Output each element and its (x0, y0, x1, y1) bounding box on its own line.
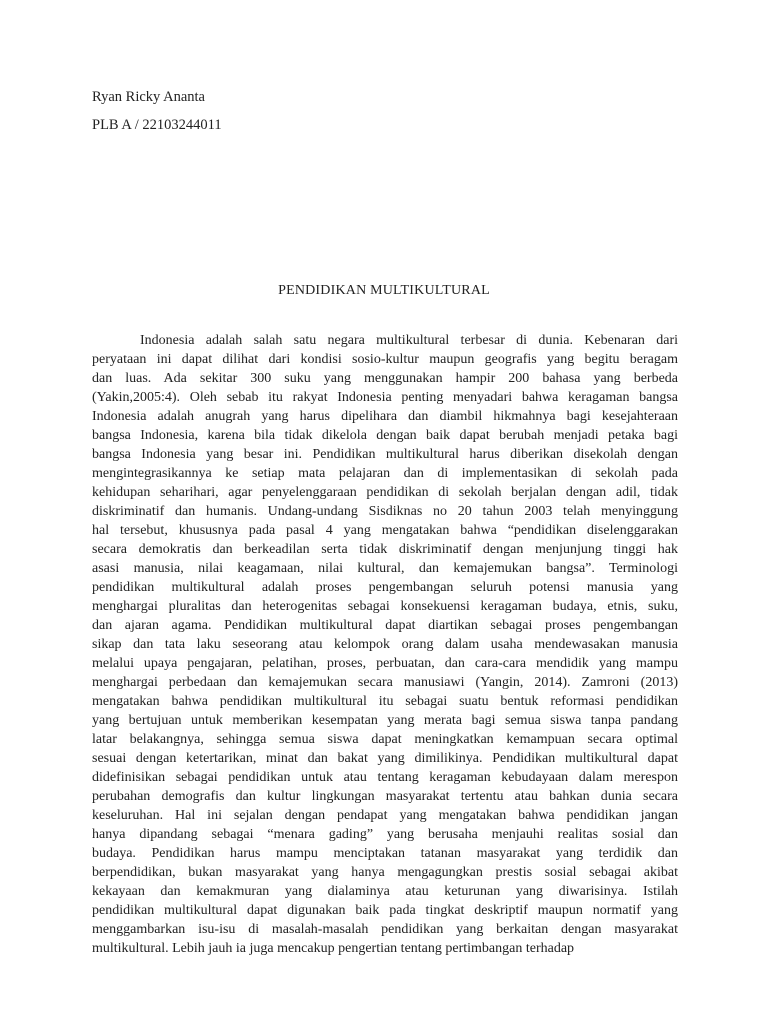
paragraph-line: pendidikan multikultural dapat digunakan baik pada tingkat deskriptif maupun normatif yang (92, 903, 678, 918)
paragraph-line: mengatakan bahwa pendidikan multikultural itu sebagai suatu bentuk reformasi pendidikan (92, 694, 678, 709)
paragraph-line: didefinisikan sebagai pendidikan untuk atau tentang keragaman kebudayaan dalam merespon (92, 770, 678, 785)
paragraph-line: latar belakangnya, sehingga semua siswa dapat meningkatkan kemampuan secara optimal (92, 732, 678, 747)
document-title: PENDIDIKAN MULTIKULTURAL (278, 283, 490, 298)
paragraph-line: kehidupan seharihari, agar penyelenggaraan pendidikan di sekolah berjalan dengan adil, tidak (92, 485, 678, 500)
paragraph-line: menghargai pluralitas dan heterogenitas sebagai konsekuensi keragaman budaya, etnis, suku, (92, 599, 678, 614)
paragraph-line: berpendidikan, bukan masyarakat yang hanya mengagungkan prestis sosial sebagai akibat (92, 865, 678, 880)
paragraph-line: sikap dan tata laku seseorang atau kelompok orang dalam usaha mendewasakan manusia (92, 637, 678, 652)
paragraph-line: diskriminatif dan humanis. Undang-undang Sisdiknas no 20 tahun 2003 telah menyinggung (92, 504, 678, 519)
paragraph-line: (Yakin,2005:4). Oleh sebab itu rakyat Indonesia penting menyadari bahwa keragaman bangsa (92, 390, 678, 405)
paragraph-line: keseluruhan. Hal ini sejalan dengan pendapat yang mengatakan bahwa pendidikan jangan (92, 808, 678, 823)
author-name: Ryan Ricky Ananta (92, 89, 205, 105)
paragraph-line: perubahan demografis dan kultur lingkungan masyarakat tertentu atau bahkan dunia secara (92, 789, 678, 804)
paragraph-line: hanya dipandang sebagai “menara gading” yang berusaha menjauhi realitas sosial dan (92, 827, 678, 842)
author-class-id: PLB A / 22103244011 (92, 117, 222, 133)
paragraph-line: menghargai perbedaan dan kemajemukan secara manusiawi (Yangin, 2014). Zamroni (2013) (92, 675, 678, 690)
paragraph-line: menggambarkan isu-isu di masalah-masalah pendidikan yang berkaitan dengan masyarakat (92, 922, 678, 937)
paragraph-line: Indonesia adalah anugrah yang harus dipelihara dan diambil hikmahnya bagi kesejahteraan (92, 409, 678, 424)
paragraph-line: hal tersebut, khususnya pada pasal 4 yang mengatakan bahwa “pendidikan diselenggarakan (92, 523, 678, 538)
paragraph-line: mengintegrasikannya ke setiap mata pelajaran dan di implementasikan di sekolah pada (92, 466, 678, 481)
paragraph-line: bangsa Indonesia yang besar ini. Pendidikan multikultural harus diberikan disekolah dengan (92, 447, 678, 462)
paragraph-line: bangsa Indonesia, karena bila tidak dikelola dengan baik dapat berubah menjadi petaka bagi (92, 428, 678, 443)
paragraph-line: multikultural. Lebih jauh ia juga mencakup pengertian tentang pertimbangan terhadap (92, 941, 575, 956)
paragraph-line: dan luas. Ada sekitar 300 suku yang menggunakan hampir 200 bahasa yang berbeda (92, 371, 678, 386)
paragraph-line: yang bertujuan untuk memberikan kesempatan yang merata bagi semua siswa tanpa pandang (92, 713, 678, 728)
paragraph-line: Indonesia adalah salah satu negara multikultural terbesar di dunia. Kebenaran dari (140, 333, 678, 348)
paragraph-line: melalui upaya pengajaran, pelatihan, proses, perbuatan, dan cara-cara mendidik yang mampu (92, 656, 678, 671)
paragraph-line: dan ajaran agama. Pendidikan multikultural dapat diartikan sebagai proses pengembangan (92, 618, 678, 633)
paragraph-line: peryataan ini dapat dilihat dari kondisi sosio-kultur maupun geografis yang begitu beragam (92, 352, 678, 367)
paragraph-line: kekayaan dan kemakmuran yang dialaminya atau keturunan yang diwarisinya. Istilah (92, 884, 678, 899)
paragraph-line: pendidikan multikultural adalah proses pengembangan seluruh potensi manusia yang (92, 580, 678, 595)
paragraph-line: asasi manusia, nilai keagamaan, nilai kultural, dan kemajemukan bangsa”. Terminologi (92, 561, 678, 576)
paragraph-line: sesuai dengan ketertarikan, minat dan bakat yang dimilikinya. Pendidikan multikultural dapat (92, 751, 678, 766)
paragraph-line: budaya. Pendidikan harus mampu menciptakan tatanan masyarakat yang terdidik dan (92, 846, 678, 861)
body-paragraph (92, 331, 678, 958)
paragraph-line: secara demokratis dan berkeadilan serta tidak diskriminatif dengan menjunjung tinggi hak (92, 542, 678, 557)
